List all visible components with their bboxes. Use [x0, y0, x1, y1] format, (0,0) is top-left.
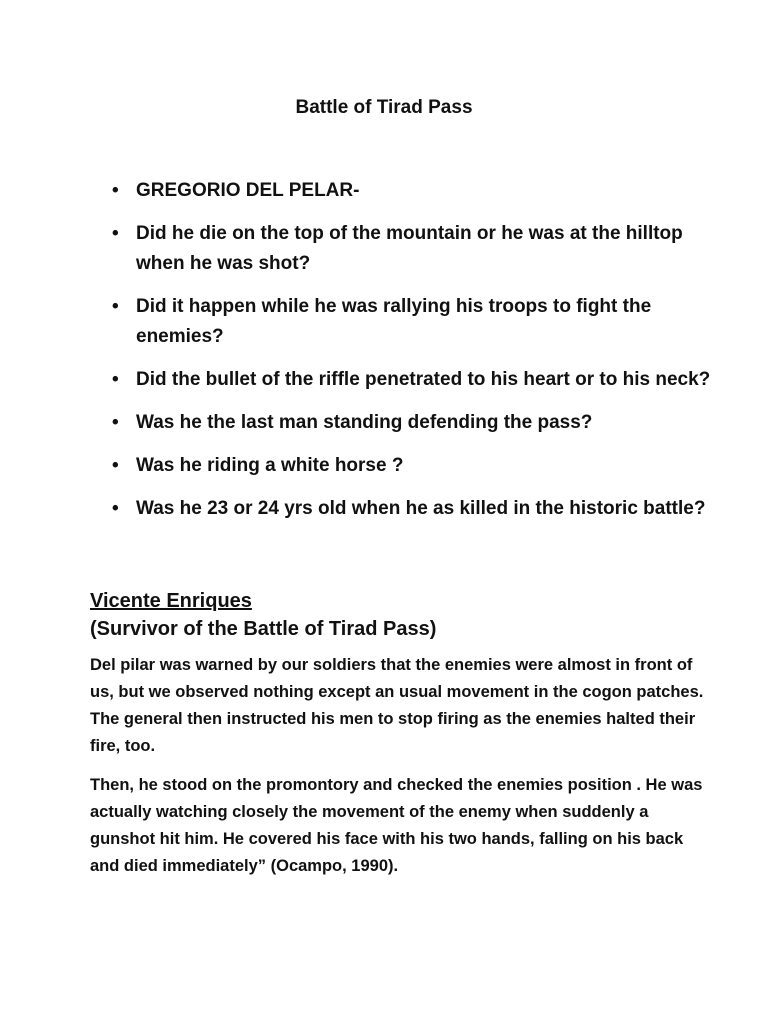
list-item	[112, 292, 712, 352]
testimony-section	[90, 588, 710, 880]
list-item	[112, 365, 712, 395]
bullet-icon: •	[112, 412, 119, 433]
question-list	[112, 176, 712, 537]
list-item-text: GREGORIO DEL PELAR-	[136, 180, 360, 201]
list-item	[112, 219, 712, 279]
bullet-icon: •	[112, 498, 119, 519]
list-item-text: Did the bullet of the riffle penetrated to his heart or to his neck?	[136, 369, 711, 390]
testimony-paragraph: Del pilar was warned by our soldiers that the enemies were almost in front of us, but we observed nothing except an usual movement in the cogon patches. The general then instructed his men to stop firing as the enemies halted their fire, too.	[90, 656, 704, 755]
list-item-text: Was he 23 or 24 yrs old when he as killed in the historic battle?	[136, 498, 706, 519]
list-item-text: Did he die on the top of the mountain or he was at the hilltop when he was shot?	[136, 223, 683, 274]
bullet-icon: •	[112, 296, 119, 317]
bullet-icon: •	[112, 180, 119, 201]
list-item-text: Did it happen while he was rallying his troops to fight the enemies?	[136, 296, 652, 347]
bullet-icon: •	[112, 369, 119, 390]
bullet-icon: •	[112, 455, 119, 476]
list-item-text: Was he riding a white horse ?	[136, 455, 404, 476]
bullet-icon: •	[112, 223, 119, 244]
list-item	[112, 176, 712, 206]
list-item	[112, 494, 712, 524]
speaker-name: Vicente Enriques	[90, 590, 252, 612]
list-item	[112, 408, 712, 438]
list-item-text: Was he the last man standing defending the pass?	[136, 412, 593, 433]
speaker-role: (Survivor of the Battle of Tirad Pass)	[90, 618, 437, 640]
document-title: Battle of Tirad Pass	[295, 97, 473, 118]
list-item	[112, 451, 712, 481]
testimony-paragraph: Then, he stood on the promontory and checked the enemies position . He was actually watching closely the movement of the enemy when suddenly a gunshot hit him. He covered his face with his two hands, falling on his back and died immediately” (Ocampo, 1990).	[90, 776, 703, 875]
